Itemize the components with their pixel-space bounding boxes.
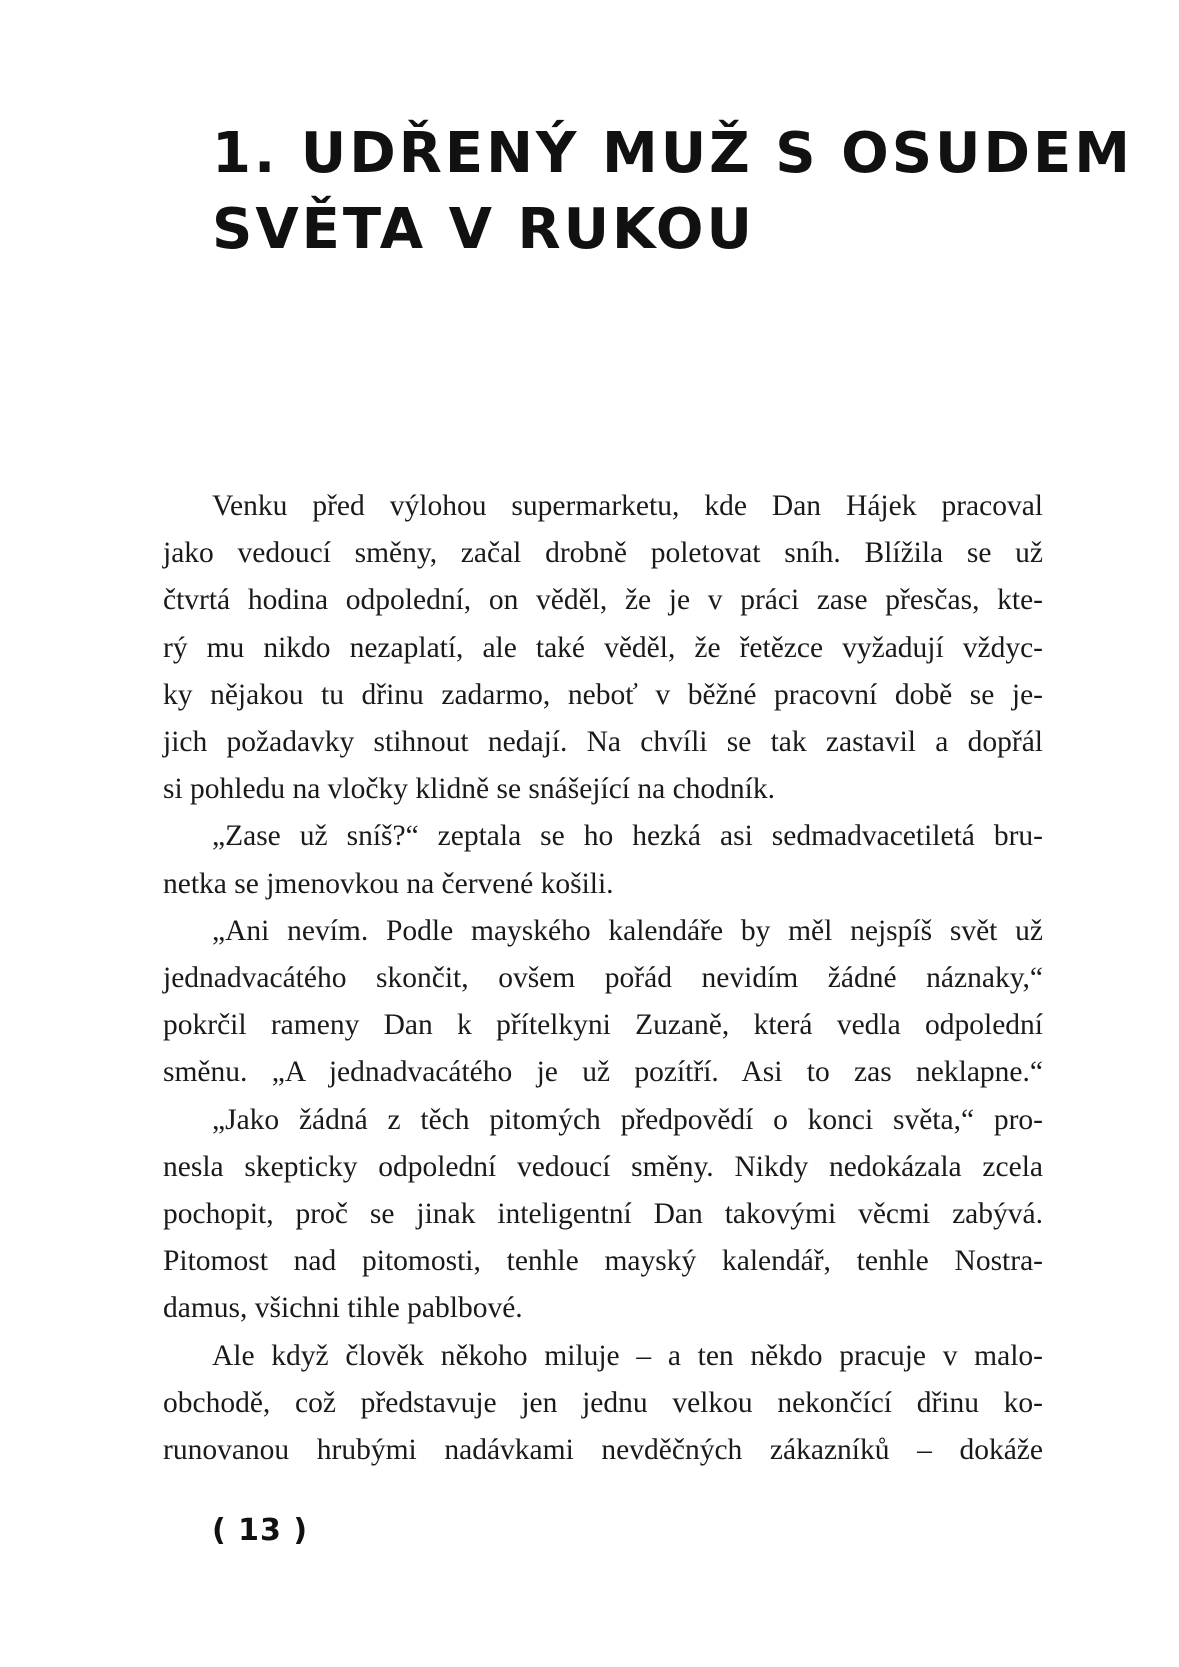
text-line: jako vedoucí směny, začal drobně poletovat sníh. Blížila se už (163, 537, 1043, 570)
paragraph (163, 1097, 1043, 1333)
paragraph (163, 908, 1043, 1097)
text-line: pokrčil rameny Dan k přítelkyni Zuzaně, která vedla odpolední (163, 1009, 1043, 1042)
page-number: ( 13 ) (212, 1513, 309, 1548)
text-line: runovanou hrubými nadávkami nevděčných zákazníků – dokáže (163, 1434, 1043, 1467)
text-line: netka se jmenovkou na červené košili. (163, 867, 614, 900)
text-line: „Ani nevím. Podle mayského kalendáře by měl nejspíš svět už (212, 914, 1043, 947)
text-line: obchodě, což představuje jen jednu velkou nekončící dřinu ko- (163, 1386, 1043, 1419)
text-line: jednadvacátého skončit, ovšem pořád nevidím žádné náznaky,“ (163, 962, 1043, 995)
text-line: nesla skepticky odpolední vedoucí směny. Nikdy nedokázala zcela (163, 1150, 1043, 1183)
text-line: čtvrtá hodina odpolední, on věděl, že je v práci zase přesčas, kte- (163, 584, 1043, 617)
text-line: rý mu nikdo nezaplatí, ale také věděl, že řetězce vyžadují vždyc- (163, 631, 1043, 664)
paragraph (163, 813, 1043, 907)
text-line: „Zase už sníš?“ zeptala se ho hezká asi sedmadvacetiletá bru- (212, 820, 1043, 853)
text-line: jich požadavky stihnout nedají. Na chvíli se tak zastavil a dopřál (163, 726, 1043, 759)
text-line: ky nějakou tu dřinu zadarmo, neboť v běžné pracovní době se je- (163, 678, 1043, 711)
text-line: Pitomost nad pitomosti, tenhle mayský kalendář, tenhle Nostra- (163, 1245, 1043, 1278)
chapter-title-line: 1. UDŘENÝ MUŽ S OSUDEM (212, 121, 1133, 186)
text-line: směnu. „A jednadvacátého je už pozítří. Asi to zas neklapne.“ (163, 1056, 1043, 1089)
text-line: damus, všichni tihle pablbové. (163, 1292, 523, 1325)
body-text (163, 483, 1043, 1474)
text-line: Ale když člověk někoho miluje – a ten někdo pracuje v malo- (212, 1339, 1043, 1372)
chapter-title (212, 116, 1133, 268)
paragraph (163, 483, 1043, 813)
text-line: „Jako žádná z těch pitomých předpovědí o konci světa,“ pro- (212, 1103, 1043, 1136)
text-line: pochopit, proč se jinak inteligentní Dan takovými věcmi zabývá. (163, 1198, 1043, 1231)
chapter-title-line: SVĚTA V RUKOU (212, 197, 755, 262)
text-line: Venku před výlohou supermarketu, kde Dan Hájek pracoval (212, 490, 1043, 522)
text-line: si pohledu na vločky klidně se snášející na chodník. (163, 773, 775, 806)
paragraph (163, 1333, 1043, 1475)
